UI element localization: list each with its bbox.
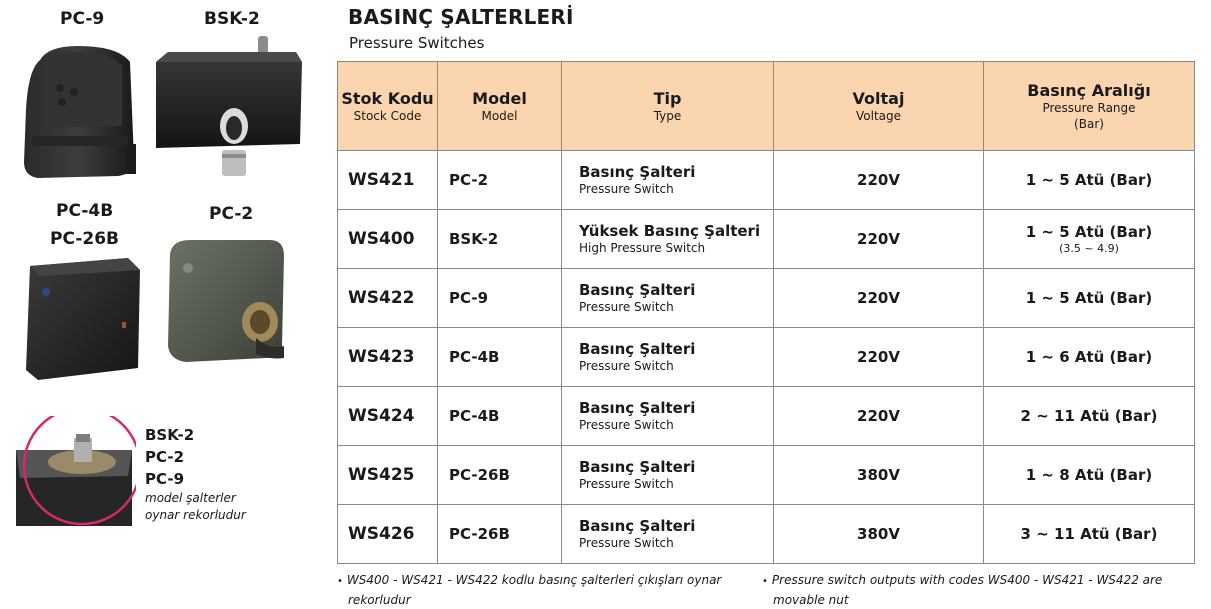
- cell-type-tr: Basınç Şalteri: [579, 517, 696, 535]
- header-stock-code-tr: Stok Kodu: [341, 88, 434, 108]
- header-pressure-range-en: Pressure Range: [1042, 100, 1136, 115]
- cell-voltage: 220V: [774, 328, 984, 387]
- cell-range-note: (3.5 ~ 4.9): [1059, 241, 1119, 255]
- product-label-pc4b: PC-4B: [56, 201, 114, 221]
- footnote-english: [762, 571, 1202, 609]
- cell-model: PC-26B: [438, 505, 562, 564]
- cell-type: [562, 151, 774, 210]
- product-label-pc26b: PC-26B: [50, 229, 119, 249]
- table-row: [338, 387, 1195, 446]
- nut-note-line2: oynar rekorludur: [145, 508, 246, 522]
- header-voltage-tr: Voltaj: [852, 88, 905, 108]
- cell-type-tr: Basınç Şalteri: [579, 340, 696, 358]
- cell-pressure-range: [984, 387, 1195, 446]
- cell-pressure-range: [984, 328, 1195, 387]
- page-title: BASINÇ ŞALTERLERİ: [348, 5, 574, 29]
- pc2-switch-image: [160, 230, 290, 370]
- cell-model: PC-4B: [438, 387, 562, 446]
- table-header-row: [338, 62, 1195, 151]
- header-model-en: Model: [481, 108, 518, 123]
- table-row: [338, 210, 1195, 269]
- cell-stock-code: WS423: [338, 328, 438, 387]
- header-type-en: Type: [653, 108, 682, 123]
- cell-type: [562, 328, 774, 387]
- cell-voltage: 380V: [774, 446, 984, 505]
- header-stock-code-en: Stock Code: [353, 108, 422, 123]
- cell-model: BSK-2: [438, 210, 562, 269]
- header-pressure-range-unit: (Bar): [1074, 116, 1104, 131]
- header-voltage: [774, 62, 984, 151]
- cell-pressure-range: [984, 210, 1195, 269]
- cell-stock-code: WS421: [338, 151, 438, 210]
- footnote-en-line1: Pressure switch outputs with codes WS400 - WS421 - WS422 are: [771, 573, 1163, 587]
- cell-type-tr: Basınç Şalteri: [579, 281, 696, 299]
- cell-type-en: Pressure Switch: [579, 359, 674, 373]
- cell-type-en: Pressure Switch: [579, 418, 674, 432]
- nut-note-line1: model şalterler: [145, 491, 236, 505]
- header-pressure-range-tr: Basınç Aralığı: [1027, 80, 1151, 100]
- cell-type-en: Pressure Switch: [579, 477, 674, 491]
- cell-pressure-range: [984, 269, 1195, 328]
- cell-model: PC-4B: [438, 328, 562, 387]
- cell-model: PC-9: [438, 269, 562, 328]
- cell-voltage: 380V: [774, 505, 984, 564]
- pc9-switch-image: [18, 40, 138, 188]
- cell-type: [562, 387, 774, 446]
- cell-voltage: 220V: [774, 151, 984, 210]
- header-pressure-range: [984, 62, 1195, 151]
- cell-type-tr: Basınç Şalteri: [579, 458, 696, 476]
- page-subtitle: Pressure Switches: [349, 34, 485, 52]
- bsk2-switch-image: [148, 36, 306, 184]
- nut-label-pc2: PC-2: [145, 448, 185, 466]
- product-label-pc9: PC-9: [60, 9, 105, 29]
- cell-range-value: 1 ~ 5 Atü (Bar): [1025, 289, 1153, 307]
- table-row: [338, 269, 1195, 328]
- cell-range-value: 2 ~ 11 Atü (Bar): [1020, 407, 1158, 425]
- header-voltage-en: Voltage: [855, 108, 901, 123]
- product-label-bsk2: BSK-2: [204, 9, 260, 29]
- cell-voltage: 220V: [774, 210, 984, 269]
- cell-type-en: High Pressure Switch: [579, 241, 706, 255]
- cell-type: [562, 505, 774, 564]
- cell-type: [562, 269, 774, 328]
- cell-range-value: 1 ~ 5 Atü (Bar): [1025, 171, 1153, 189]
- cell-stock-code: WS400: [338, 210, 438, 269]
- cell-type: [562, 210, 774, 269]
- product-label-pc2: PC-2: [209, 204, 254, 224]
- table-row: [338, 505, 1195, 564]
- header-stock-code: [338, 62, 438, 151]
- cell-voltage: 220V: [774, 269, 984, 328]
- cell-stock-code: WS426: [338, 505, 438, 564]
- cell-pressure-range: [984, 505, 1195, 564]
- cell-range-value: 1 ~ 5 Atü (Bar): [1025, 222, 1153, 241]
- footnote-tr-line2: rekorludur: [348, 593, 411, 607]
- cell-type-tr: Basınç Şalteri: [579, 399, 696, 417]
- footnote-tr-line1: WS400 - WS421 - WS422 kodlu basınç şalterleri çıkışları oynar: [346, 573, 722, 587]
- cell-range-value: 1 ~ 6 Atü (Bar): [1025, 348, 1153, 366]
- footnote-turkish: [337, 571, 737, 609]
- cell-voltage: 220V: [774, 387, 984, 446]
- cell-stock-code: WS422: [338, 269, 438, 328]
- cell-type: [562, 446, 774, 505]
- header-model-tr: Model: [472, 88, 527, 108]
- cell-pressure-range: [984, 151, 1195, 210]
- header-type-tr: Tip: [653, 88, 682, 108]
- bullet-icon: •: [762, 576, 768, 587]
- table-row: [338, 446, 1195, 505]
- footnote-en-line2: movable nut: [773, 593, 849, 607]
- cell-type-en: Pressure Switch: [579, 536, 674, 550]
- movable-nut-detail-image: [12, 416, 136, 526]
- cell-type-tr: Yüksek Basınç Şalteri: [579, 222, 761, 240]
- bullet-icon: •: [337, 576, 343, 587]
- nut-label-pc9: PC-9: [145, 470, 185, 488]
- cell-model: PC-2: [438, 151, 562, 210]
- cell-type-en: Pressure Switch: [579, 182, 674, 196]
- nut-note: [145, 490, 246, 524]
- cell-stock-code: WS424: [338, 387, 438, 446]
- table-row: [338, 151, 1195, 210]
- cell-model: PC-26B: [438, 446, 562, 505]
- cell-range-value: 3 ~ 11 Atü (Bar): [1020, 525, 1158, 543]
- header-type: [562, 62, 774, 151]
- pc4b-switch-image: [18, 252, 142, 388]
- table-row: [338, 328, 1195, 387]
- cell-stock-code: WS425: [338, 446, 438, 505]
- header-model: [438, 62, 562, 151]
- cell-range-value: 1 ~ 8 Atü (Bar): [1025, 466, 1153, 484]
- cell-type-tr: Basınç Şalteri: [579, 163, 696, 181]
- nut-label-bsk2: BSK-2: [145, 426, 195, 444]
- cell-type-en: Pressure Switch: [579, 300, 674, 314]
- pressure-switch-table: [337, 61, 1195, 564]
- cell-pressure-range: [984, 446, 1195, 505]
